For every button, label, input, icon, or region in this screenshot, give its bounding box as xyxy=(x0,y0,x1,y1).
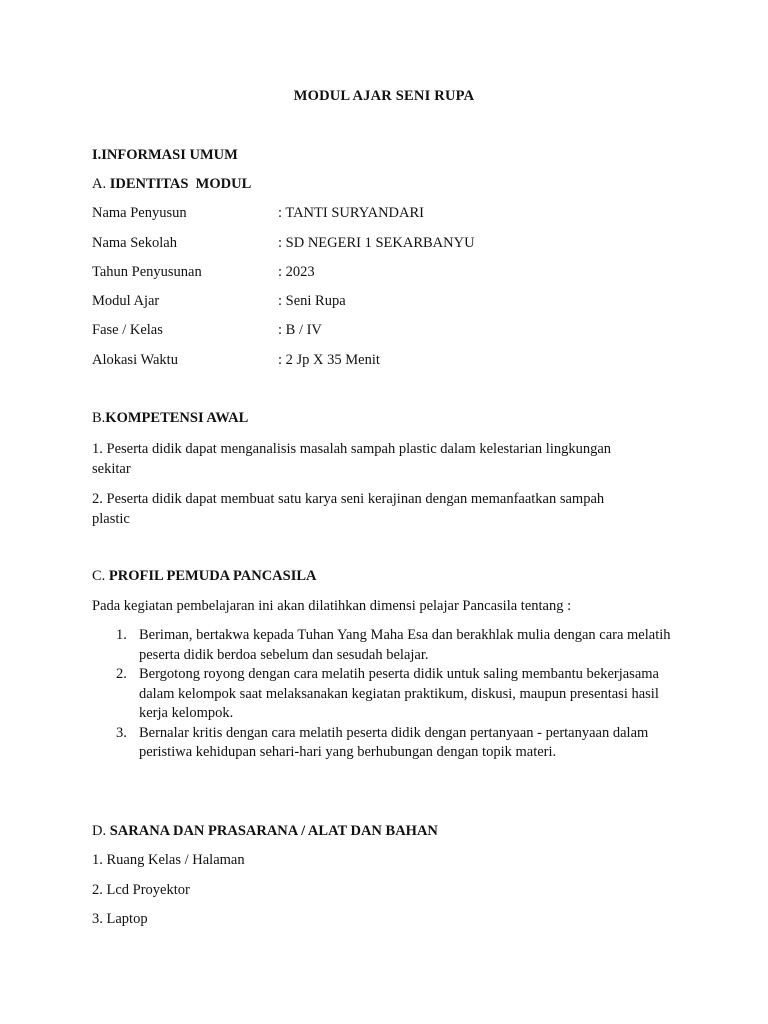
section-c-prefix: C. xyxy=(92,568,106,584)
document-title: MODUL AJAR SENI RUPA xyxy=(293,88,475,104)
section-b-title: KOMPETENSI AWAL xyxy=(105,410,249,426)
section-a-prefix: A. xyxy=(92,176,107,192)
profile-list xyxy=(92,626,672,763)
identity-value: : 2 Jp X 35 Menit xyxy=(278,352,380,368)
identity-label: Fase / Kelas xyxy=(92,322,163,338)
section-d-heading xyxy=(92,823,438,840)
competency-item: 1. Peserta didik dapat menganalisis masalah sampah plastic dalam kelestarian lingkungan sekitar xyxy=(92,441,612,477)
identity-label: Nama Penyusun xyxy=(92,205,187,221)
identity-value: : B / IV xyxy=(278,322,322,338)
facility-item: 2. Lcd Proyektor xyxy=(92,882,190,898)
profile-intro: Pada kegiatan pembelajaran ini akan dilatihkan dimensi pelajar Pancasila tentang : xyxy=(92,598,572,614)
section-b-prefix: B. xyxy=(92,410,106,426)
list-text: Bernalar kritis dengan cara melatih peserta didik dengan pertanyaan - pertanyaan dalam peristiwa kehidupan sehari-hari yang berhubungan dengan topik materi. xyxy=(139,724,649,760)
identity-value: : TANTI SURYANDARI xyxy=(278,205,424,221)
identity-value: : Seni Rupa xyxy=(278,293,346,309)
identity-label: Nama Sekolah xyxy=(92,235,177,251)
list-number: 3. xyxy=(116,724,127,741)
identity-value: : SD NEGERI 1 SEKARBANYU xyxy=(278,235,475,251)
section-d-prefix: D. xyxy=(92,823,107,839)
section-heading-informasi-umum: I.INFORMASI UMUM xyxy=(92,147,238,163)
list-item xyxy=(92,665,672,724)
section-a-title: IDENTITAS MODUL xyxy=(109,176,252,192)
facility-item: 3. Laptop xyxy=(92,911,148,927)
competency-item: 2. Peserta didik dapat membuat satu karya seni kerajinan dengan memanfaatkan sampah plastic xyxy=(92,491,605,527)
list-item xyxy=(92,724,672,763)
list-text: Bergotong royong dengan cara melatih peserta didik untuk saling membantu bekerjasama dalam kelompok saat melaksanakan kegiatan praktikum, diskusi, maupun presentasi hasil kerja kelompok. xyxy=(139,666,659,721)
section-d-title: SARANA DAN PRASARANA / ALAT DAN BAHAN xyxy=(109,823,438,839)
section-c-title: PROFIL PEMUDA PANCASILA xyxy=(108,568,317,584)
list-number: 2. xyxy=(116,666,127,682)
identity-label: Modul Ajar xyxy=(92,293,160,309)
identity-label: Alokasi Waktu xyxy=(92,352,178,368)
identity-label: Tahun Penyusunan xyxy=(92,264,202,280)
section-a-heading xyxy=(92,176,251,193)
list-number: 1. xyxy=(116,627,127,643)
identity-value: : 2023 xyxy=(278,264,315,280)
list-text: Beriman, bertakwa kepada Tuhan Yang Maha Esa dan berakhlak mulia dengan cara melatih peserta didik berdoa sebelum dan sesudah belajar. xyxy=(139,627,671,663)
facility-item: 1. Ruang Kelas / Halaman xyxy=(92,852,245,868)
section-c-heading xyxy=(92,568,317,585)
section-b-heading xyxy=(92,410,248,427)
list-item xyxy=(92,626,672,665)
